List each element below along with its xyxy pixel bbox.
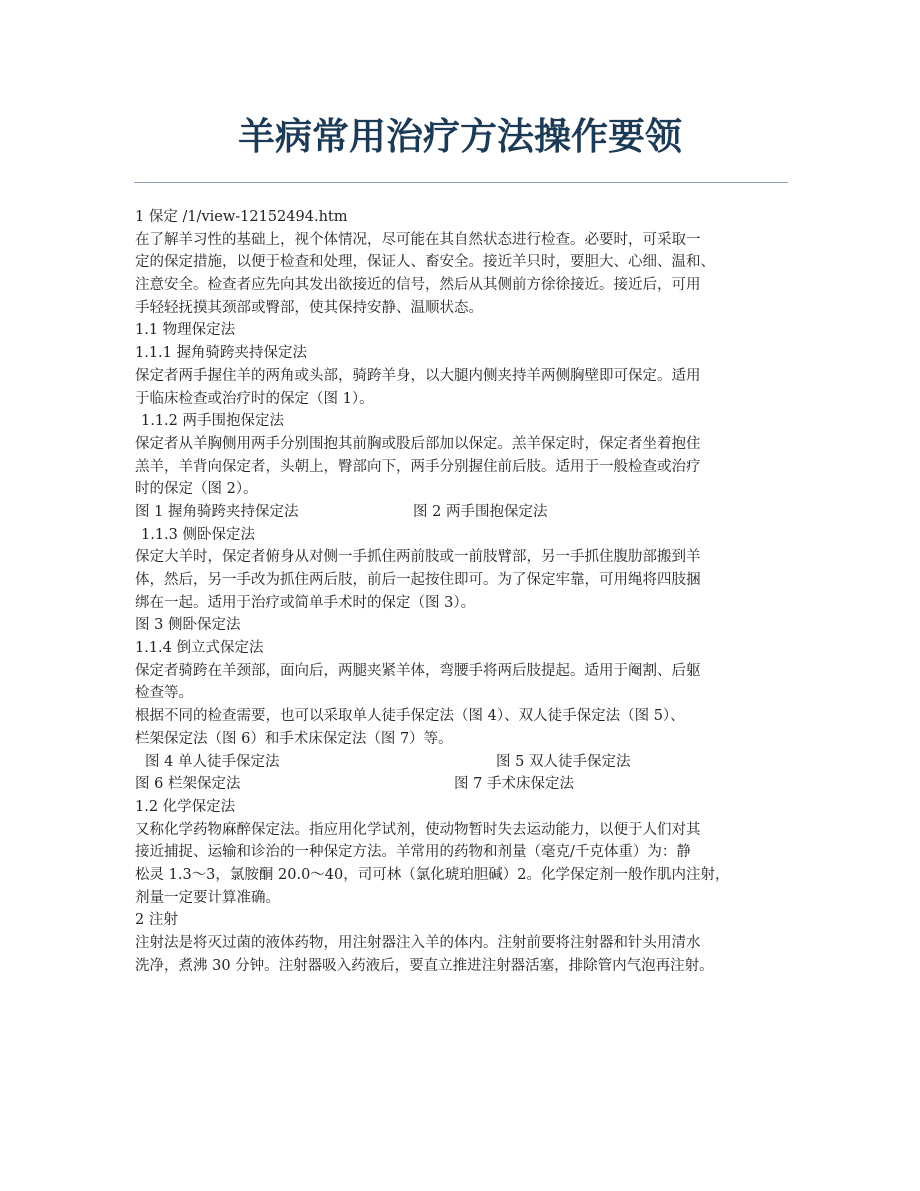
text-line: 保定者两手握住羊的两角或头部，骑跨羊身，以大腿内侧夹持羊两侧胸壁即可保定。适用 — [135, 367, 701, 384]
text-line: 检查等。 — [135, 685, 193, 702]
text-line: 剂量一定要计算准确。 — [135, 889, 280, 906]
text-line: 保定大羊时，保定者俯身从对侧一手抓住两前肢或一前肢臂部，另一手抓住腹肋部搬到羊 — [135, 549, 701, 566]
text-line: 洗净，煮沸 30 分钟。注射器吸入药液后，要直立推进注射器活塞，排除管内气泡再注射。 — [135, 957, 714, 974]
section-heading: 1.1.2 两手围抱保定法 — [141, 413, 285, 430]
text-line: 栏架保定法（图 6）和手术床保定法（图 7）等。 — [135, 730, 453, 747]
text-line: 体，然后，另一手改为抓住两后肢，前后一起按住即可。为了保定牢靠，可用绳将四肢捆 — [135, 572, 701, 588]
text-line: 1 保定 /1/view-12152494.htm — [135, 209, 348, 225]
figure-caption: 图 1 握角骑跨夹持保定法 — [135, 503, 299, 520]
title-divider — [134, 182, 788, 183]
section-heading: 1.2 化学保定法 — [135, 798, 236, 815]
text-line: 手轻轻抚摸其颈部或臀部，使其保持安静、温顺状态。 — [135, 299, 483, 316]
figure-caption: 图 6 栏架保定法 — [135, 776, 241, 793]
text-line: 注意安全。检查者应先向其发出欲接近的信号，然后从其侧前方徐徐接近。接近后，可用 — [135, 277, 701, 294]
text-line: 松灵 1.3～3，氯胺酮 20.0～40，司可林（氯化琥珀胆碱）2。化学保定剂一般作肌内注射， — [135, 866, 730, 883]
text-line: 在了解羊习性的基础上，视个体情况，尽可能在其自然状态进行检查。必要时，可采取一 — [135, 231, 701, 248]
text-line: 注射法是将灭过菌的液体药物，用注射器注入羊的体内。注射前要将注射器和针头用清水 — [135, 935, 701, 951]
text-line: 又称化学药物麻醉保定法。指应用化学试剂，使动物暂时失去运动能力，以便于人们对其 — [135, 821, 701, 838]
section-heading: 2 注射 — [135, 912, 178, 929]
section-heading: 1.1.4 倒立式保定法 — [135, 640, 264, 657]
figure-caption: 图 5 双人徒手保定法 — [496, 753, 631, 770]
text-line: 定的保定措施，以便于检查和处理，保证人、畜安全。接近羊只时，要胆大、心细、温和、 — [135, 254, 715, 271]
text-line: 根据不同的检查需要，也可以采取单人徒手保定法（图 4）、双人徒手保定法（图 5）、 — [135, 708, 685, 725]
figure-caption: 图 2 两手围抱保定法 — [413, 503, 548, 520]
figure-caption: 图 7 手术床保定法 — [454, 776, 574, 793]
document-title: 羊病常用治疗方法操作要领 — [238, 115, 682, 158]
text-line: 于临床检查或治疗时的保定（图 1）。 — [135, 390, 374, 407]
text-line: 羔羊，羊背向保定者，头朝上，臀部向下，两手分别握住前后肢。适用于一般检查或治疗 — [135, 458, 701, 475]
section-heading: 1.1 物理保定法 — [135, 322, 236, 339]
figure-caption: 图 3 侧卧保定法 — [135, 617, 241, 634]
figure-caption-row — [135, 751, 795, 774]
text-line: 保定者从羊胸侧用两手分别围抱其前胸或股后部加以保定。羔羊保定时，保定者坐着抱住 — [135, 435, 701, 452]
document-body — [135, 206, 795, 977]
section-heading: 1.1.3 侧卧保定法 — [141, 526, 256, 543]
section-heading: 1.1.1 握角骑跨夹持保定法 — [135, 345, 308, 362]
text-line: 时的保定（图 2）。 — [135, 481, 258, 498]
text-line: 保定者骑跨在羊颈部，面向后，两腿夹紧羊体，弯腰手将两后肢提起。适用于阉割、后躯 — [135, 662, 701, 679]
figure-caption-row — [135, 501, 795, 524]
text-line: 绑在一起。适用于治疗或简单手术时的保定（图 3）。 — [135, 594, 476, 611]
text-line: 接近捕捉、运输和诊治的一种保定方法。羊常用的药物和剂量（毫克/千克体重）为：静 — [135, 844, 691, 861]
figure-caption: 图 4 单人徒手保定法 — [145, 753, 280, 770]
figure-caption-row — [135, 773, 795, 796]
